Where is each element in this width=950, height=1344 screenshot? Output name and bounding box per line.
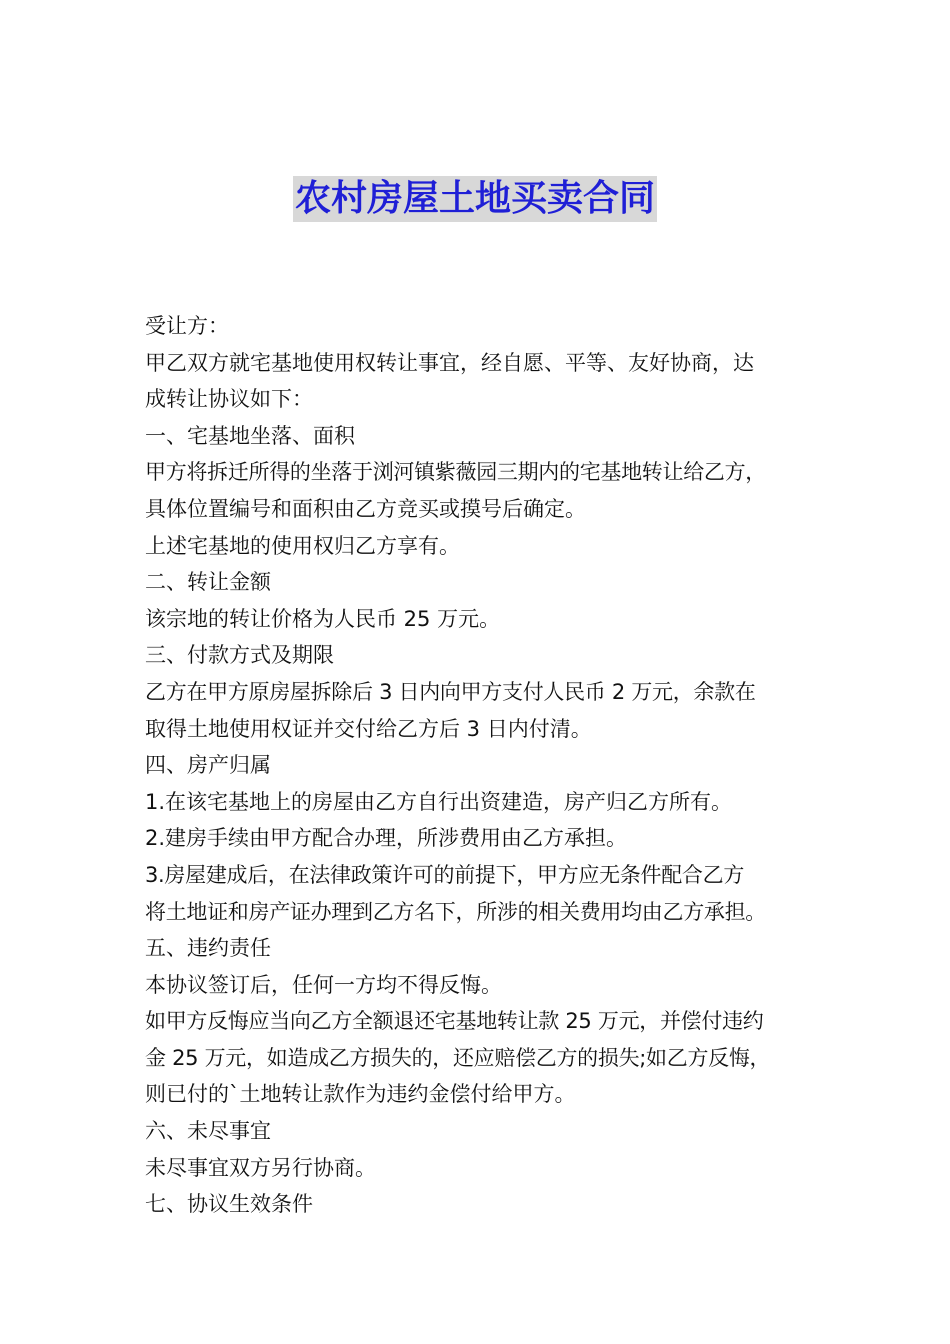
paragraph-line: 成转让协议如下： [145, 387, 313, 412]
document-title: 农村房屋土地买卖合同 [293, 176, 657, 222]
title-container [0, 176, 950, 222]
paragraph-line: 将土地证和房产证办理到乙方名下，所涉的相关费用均由乙方承担。 [145, 899, 766, 924]
paragraph-line: 受让方： [145, 314, 229, 338]
paragraph-line: 未尽事宜双方另行协商。 [145, 1155, 376, 1180]
paragraph-line: 甲乙双方就宅基地使用权转让事宜，经自愿、平等、友好协商，达 [145, 350, 754, 375]
section-heading: 七、协议生效条件 [145, 1192, 313, 1217]
section-heading: 一、宅基地坐落、面积 [145, 423, 355, 448]
paragraph-line: 上述宅基地的使用权归乙方享有。 [145, 533, 460, 558]
paragraph-line: 如甲方反悔应当向乙方全额退还宅基地转让款 25 万元，并偿付违约 [145, 1009, 764, 1034]
paragraph-line: 该宗地的转让价格为人民币 25 万元。 [145, 606, 501, 631]
paragraph-line: 乙方在甲方原房屋拆除后 3 日内向甲方支付人民币 2 万元，余款在 [145, 679, 756, 704]
list-item: 3.房屋建成后，在法律政策许可的前提下，甲方应无条件配合乙方 [145, 862, 745, 887]
section-heading: 五、违约责任 [145, 936, 271, 961]
paragraph-line: 甲方将拆迁所得的坐落于浏河镇紫薇园三期内的宅基地转让给乙方， [145, 460, 766, 485]
section-heading: 二、转让金额 [145, 570, 271, 595]
section-heading: 三、付款方式及期限 [145, 643, 334, 668]
section-heading: 六、未尽事宜 [145, 1119, 271, 1144]
list-item: 1.在该宅基地上的房屋由乙方自行出资建造，房产归乙方所有。 [145, 789, 733, 814]
document-body [145, 308, 835, 1223]
paragraph-line: 金 25 万元，如造成乙方损失的，还应赔偿乙方的损失;如乙方反悔， [145, 1045, 771, 1070]
paragraph-line: 取得土地使用权证并交付给乙方后 3 日内付清。 [145, 716, 592, 741]
list-item: 2.建房手续由甲方配合办理，所涉费用由乙方承担。 [145, 826, 628, 851]
paragraph-line: 则已付的`土地转让款作为违约金偿付给甲方。 [145, 1082, 576, 1107]
paragraph-line: 本协议签订后，任何一方均不得反悔。 [145, 972, 502, 997]
paragraph-line: 具体位置编号和面积由乙方竞买或摸号后确定。 [145, 496, 586, 521]
section-heading: 四、房产归属 [145, 753, 271, 778]
